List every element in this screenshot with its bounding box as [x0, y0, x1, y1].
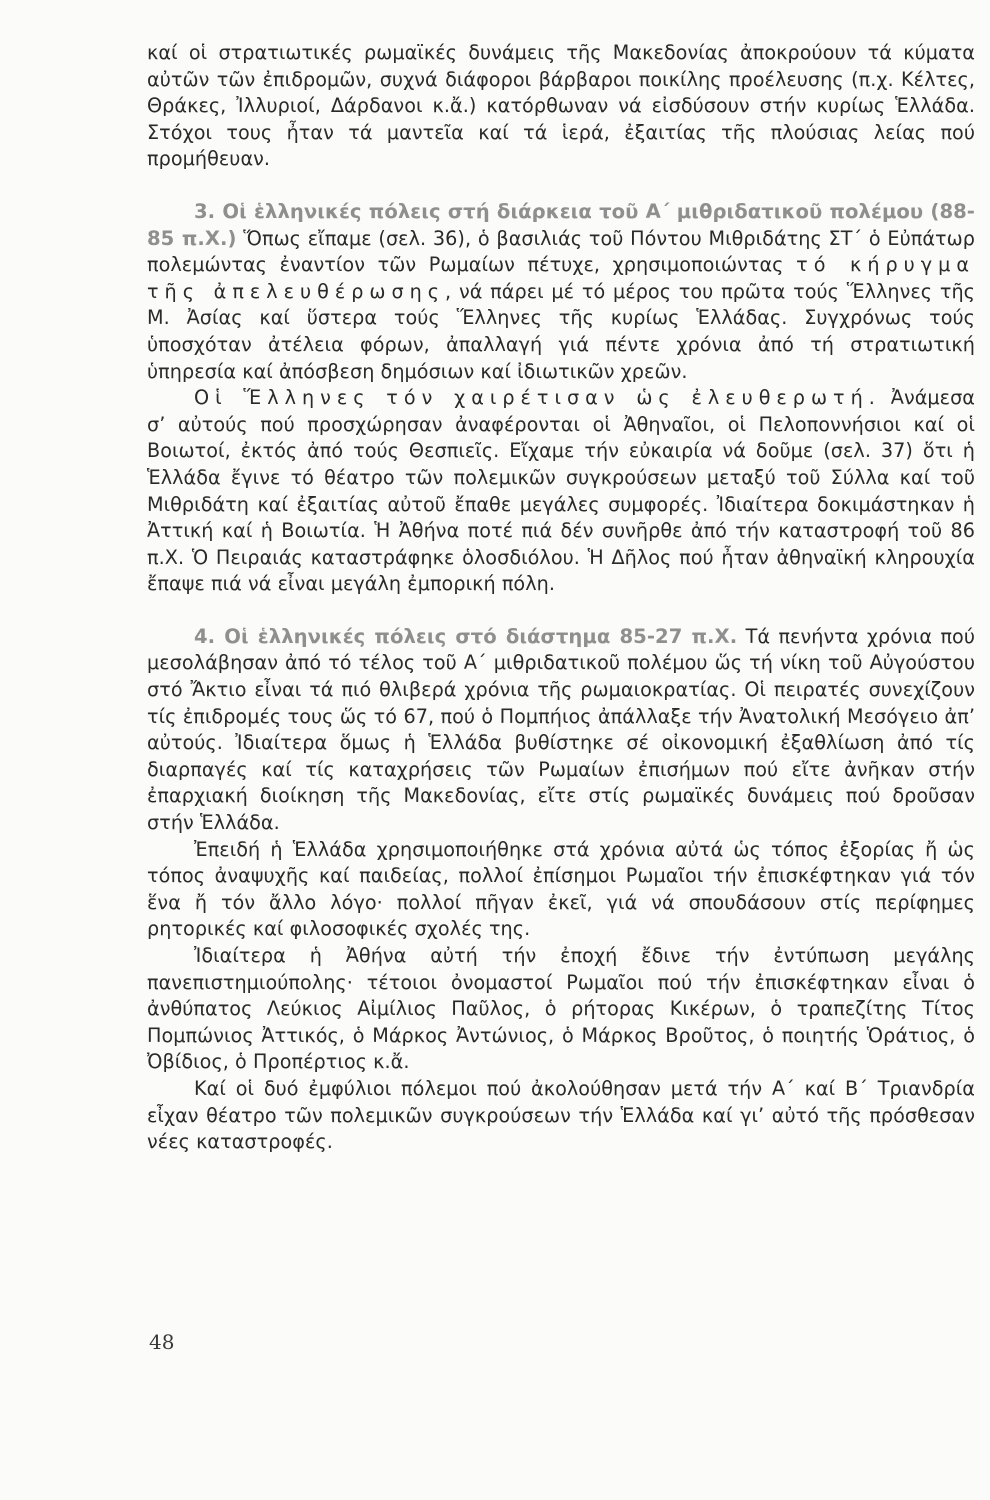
paragraph-civil-wars: Καί οἱ δυό ἐμφύλιοι πόλεμοι πού ἀκολούθησαν μετά τήν Α΄ καί Β΄ Τριανδρία εἶχαν θέατρο τῶν πολεμικῶν συγκρούσεων τήν Ἑλλάδα καί γι’ αὐτό τῆς πρόσθεσαν νέες καταστροφές.: [147, 1076, 975, 1154]
paragraph-liberator-text: Ἀνάμεσα σ’ αὐτούς πού προσχώρησαν ἀναφέρονται οἱ Ἀθηναῖοι, οἱ Πελοποννήσιοι καί οἱ Βοιωτοί, ἐκτός ἀπό τούς Θεσπιεῖς. Εἴχαμε τήν εὐκαιρία νά δοῦμε (σελ. 37) ὅτι ἡ Ἑλλάδα ἔγινε τό θέατρο τῶν πολεμικῶν συγκρούσεων μεταξύ τοῦ Σύλλα καί τοῦ Μιθριδάτη καί ἐξαιτίας αὐτοῦ ἔπαθε μεγάλες συμφορές. Ἰδιαίτερα δοκιμάστηκαν ἡ Ἀττική καί ἡ Βοιωτία. Ἡ Ἀθήνα ποτέ πιά δέν συνῆρθε ἀπό τήν καταστροφή τοῦ 86 π.Χ. Ὁ Πειραιάς καταστράφηκε ὁλοσδιόλου. Ἡ Δῆλος πού ἦταν ἀθηναϊκή κληρουχία ἔπαψε πιά νά εἶναι μεγάλη ἐμπορική πόλη.: [147, 386, 975, 596]
section-4-paragraph: [147, 624, 975, 837]
spaced-emphasis-liberation: τό κήρυγμα τῆς ἀπελευθέρωσης: [147, 253, 975, 303]
paragraph-exile: Ἐπειδή ἡ Ἑλλάδα χρησιμοποιήθηκε στά χρόνια αὐτά ὡς τόπος ἐξορίας ἤ ὡς τόπος ἀναψυχῆς καί παιδείας, πολλοί ἐπίσημοι Ρωμαῖοι τήν ἐπισκέφτηκαν γιά τόν ἕνα ἤ τόν ἄλλο λόγο· πολλοί πῆγαν ἐκεῖ, γιά νά σπουδάσουν στίς περίφημες ρητορικές καί φιλοσοφικές σχολές της.: [147, 837, 975, 941]
section-3-heading: 3. Οἱ ἑλληνικές πόλεις στή διάρκεια τοῦ Α΄ μιθριδατικοῦ πολέμου (88-85 π.Χ.): [147, 199, 975, 250]
section-3-text-end: , νά πάρει μέ τό μέρος του πρῶτα τούς Ἕλληνες τῆς Μ. Ἀσίας καί ὕστερα τούς Ἕλληνες τῆς κυρίως Ἑλλάδας. Συγχρόνως τούς ὑποσχόταν ἀτέλεια φόρων, ἀπαλλαγή γιά πέντε χρόνια ἀπό τή στρατιωτική ὑπηρεσία καί ἀπόσβεση δημόσιων καί ἰδιωτικῶν χρεῶν.: [147, 279, 975, 383]
paragraph-liberator: [147, 385, 975, 598]
section-3-paragraph: [147, 199, 975, 385]
section-4-text: Τά πενήντα χρόνια πού μεσολάβησαν ἀπό τό τέλος τοῦ Α΄ μιθριδατικοῦ πολέμου ὥς τή νίκη τοῦ Αὐγούστου στό Ἄκτιο εἶναι τά πιό θλιβερά χρόνια τῆς ρωμαιοκρατίας. Οἱ πειρατές συνεχίζουν τίς ἐπιδρομές τους ὥς τό 67, πού ὁ Πομπήιος ἀπάλλαξε τήν Ἀνατολική Μεσόγειο ἀπ’ αὐτούς. Ἰδιαίτερα ὅμως ἡ Ἑλλάδα βυθίστηκε σέ οἰκονομική ἐξαθλίωση ἀπό τίς διαρπαγές καί τίς καταχρήσεις τῶν Ρωμαίων ἐπισήμων πού εἴτε ἀνῆκαν στήν ἐπαρχιακή διοίκηση τῆς Μακεδονίας, εἴτε στίς ρωμαϊκές δυνάμεις πού δροῦσαν στήν Ἑλλάδα.: [147, 624, 975, 835]
paragraph-athens-university: Ἰδιαίτερα ἡ Ἀθήνα αὐτή τήν ἐποχή ἔδινε τήν ἐντύπωση μεγάλης πανεπιστημιούπολης· τέτοιοι ὀνομαστοί Ρωμαῖοι πού τήν ἐπισκέφτηκαν εἶναι ὁ ἀνθύπατος Λεύκιος Αἰμίλιος Παῦλος, ὁ ρήτορας Κικέρων, ὁ τραπεζίτης Τίτος Πομπώνιος Ἀττικός, ὁ Μάρκος Ἀντώνιος, ὁ Μάρκος Βροῦτος, ὁ ποιητής Ὁράτιος, ὁ Ὀβίδιος, ὁ Προπέρτιος κ.ἄ.: [147, 944, 975, 1074]
section-3-text-start: Ὅπως εἴπαμε (σελ. 36), ὁ βασιλιάς τοῦ Πόντου Μιθριδάτης ΣΤ΄ ὁ Εὐπάτωρ πολεμώντας ἐναντίον τῶν Ρωμαίων πέτυχε, χρησιμοποιώντας: [147, 226, 975, 277]
paragraph-raids: καί οἱ στρατιωτικές ρωμαϊκές δυνάμεις τῆς Μακεδονίας ἀποκρούουν τά κύματα αὐτῶν τῶν ἐπιδρομῶν, συχνά διάφοροι βάρβαροι ποικίλης προέλευσης (π.χ. Κέλτες, Θράκες, Ἰλλυριοί, Δάρδανοι κ.ἄ.) κατόρθωναν νά εἰσδύσουν στήν κυρίως Ἑλλάδα. Στόχοι τους ἦταν τά μαντεῖα καί τά ἱερά, ἐξαιτίας τῆς πλούσιας λείας πού προμήθευαν.: [147, 41, 975, 171]
section-4-heading: 4. Οἱ ἑλληνικές πόλεις στό διάστημα 85-27 π.Χ.: [194, 624, 738, 648]
page-number: 48: [149, 1330, 175, 1354]
spaced-emphasis-liberator: Οἱ Ἕλληνες τόν χαιρέτισαν ὡς ἐλευθερωτή.: [194, 386, 881, 410]
